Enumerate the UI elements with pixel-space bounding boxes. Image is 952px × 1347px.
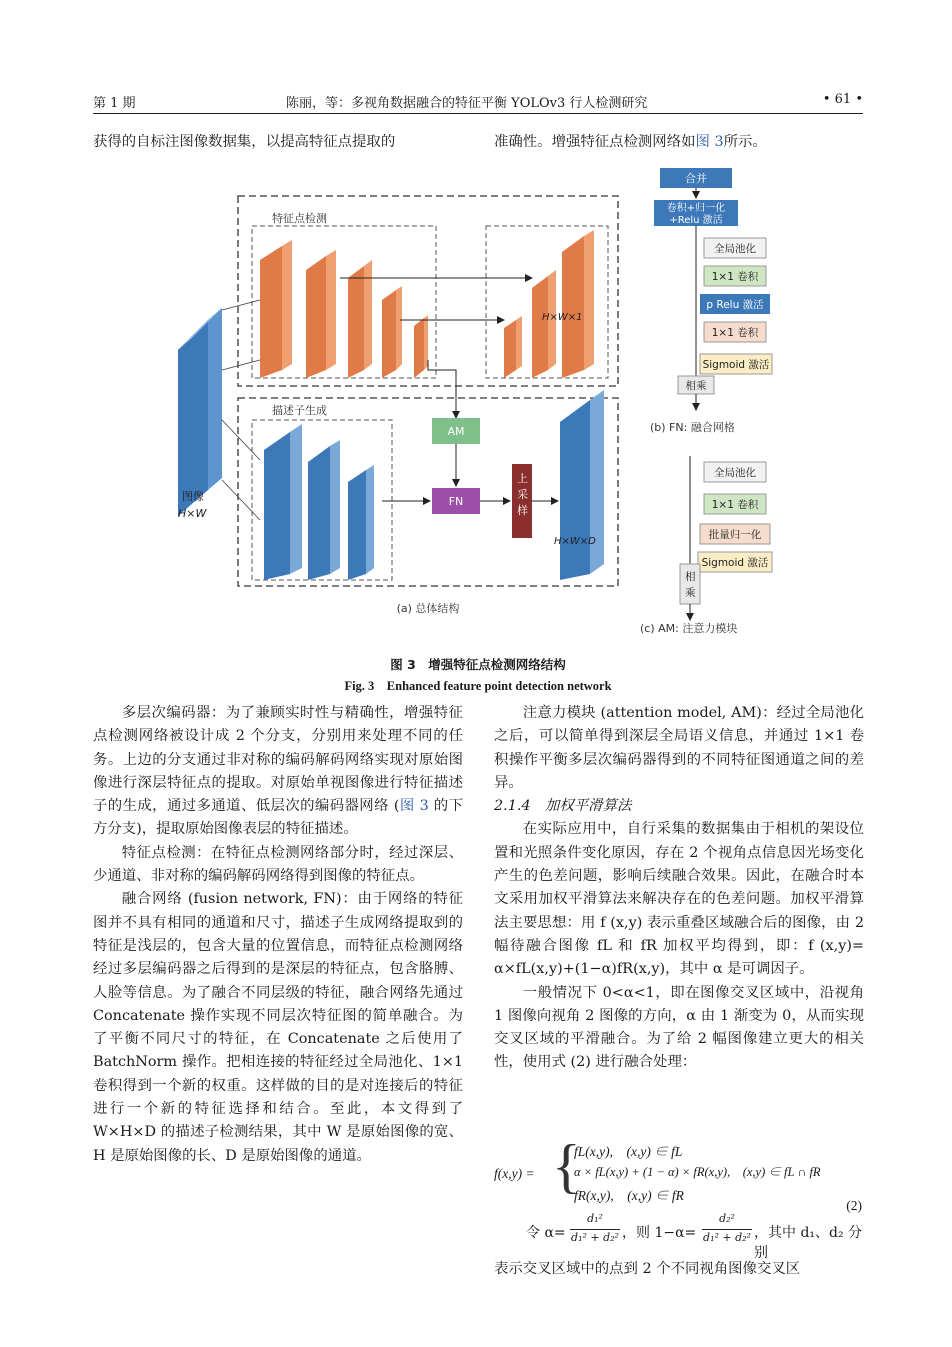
input-image-block — [178, 308, 222, 516]
left-column — [93, 702, 463, 1168]
am-label: AM — [447, 425, 465, 438]
svg-text:+Relu 激活: +Relu 激活 — [669, 215, 723, 226]
svg-text:p Relu 激活: p Relu 激活 — [706, 299, 764, 311]
caption-a: (a) 总体结构 — [396, 602, 460, 615]
figure-caption-cn: 图 3 增强特征点检测网络结构 — [390, 657, 566, 672]
decoder-blocks — [504, 230, 594, 378]
right-column — [494, 702, 864, 1075]
figure-link-2[interactable]: 图 3 — [399, 798, 429, 815]
right-p3: 一般情况下 0<α<1，即在图像交叉区域中，沿视角 1 图像向视角 2 图像的方向，α 由 1 渐变为 0，从而实现交叉区域的平滑融合。为了给 2 幅图像建立更大的相关性，使用式 (2) 进行融合处理： — [494, 984, 864, 1071]
page-number: • 61 • — [822, 92, 863, 107]
svg-text:全局池化: 全局池化 — [714, 467, 756, 479]
intro-right: 准确性。增强特征点检测网络如图 3所示。 — [494, 134, 767, 150]
am-panel — [640, 456, 772, 635]
svg-text:(c) AM: 注意力模块: (c) AM: 注意力模块 — [640, 622, 738, 635]
right-p1: 注意力模块 (attention model, AM)：经过全局池化之后，可以简单得到深层全局语义信息，并通过 1×1 卷积操作平衡多层次编码器得到的不同特征图通道之间的差异。 — [494, 705, 864, 791]
intro-left: 获得的自标注图像数据集，以提高特征点提取的 — [93, 134, 396, 150]
figure-3 — [160, 160, 800, 650]
svg-text:Sigmoid 激活: Sigmoid 激活 — [702, 359, 770, 371]
section-heading: 2.1.4 加权平滑算法 — [494, 798, 632, 815]
equation-2: f(x,y) = { fL(x,y), (x,y) ∈ fL α × fL(x,y) + (1 − α) × fR(x,y), (x,y) ∈ fL ∩ fR fR(x,y), (x,y) ∈ fR (2) — [494, 1133, 862, 1213]
left-p3: 融合网络 (fusion network, FN)：由于网络的特征图并不具有相同的通道和尺寸，描述子生成网络提取到的特征是浅层的，包含大量的位置信息，而特征点检测网络经过多层编码器之后得到的是深层的特征点，包含胳膊、人脸等信息。为了融合不同层级的特征，融合网络先通过 Concatenate 操作实现不同层次特征图的简单融合。为了平衡不同尺寸的特征，在 Concatenate 之后使用了 BatchNorm 操作。把相连接的特征经过全局池化、1×1 卷积得到一个新的权重。这样做的目的是对连接后的特征进行一个新的特征选择和结合。至此，本文得到了 W×H×D 的描述子检测结果，其中 W 是原始图像的宽、H 是原始图像的长、D 是原始图像的通道。 — [93, 891, 463, 1164]
equation-number: (2) — [846, 1198, 862, 1213]
desc-gen-label: 描述子生成 — [272, 404, 327, 417]
image-label: 图像 — [182, 490, 204, 503]
image-dims: H×W — [178, 507, 207, 520]
feature-detect-label: 特征点检测 — [272, 212, 327, 225]
descriptor-blocks — [264, 424, 374, 580]
alpha-definition: 令 α= d₁² d₁² + d₂² ，则 1−α= d₂² d₁² + d₂² ，其中 d₁、d₂ 分别 — [526, 1212, 863, 1261]
svg-text:批量归一化: 批量归一化 — [708, 529, 762, 541]
issue-number: 第 1 期 — [93, 96, 136, 111]
left-p2: 特征点检测：在特征点检测网络部分时，经过深层、少通道、非对称的编码解码网络得到图像的特征点。 — [93, 844, 463, 885]
svg-text:卷积+归一化: 卷积+归一化 — [666, 203, 726, 214]
running-header — [93, 88, 863, 114]
svg-text:(b) FN: 融合网格: (b) FN: 融合网格 — [650, 421, 735, 434]
svg-text:相乘: 相乘 — [685, 571, 696, 599]
svg-text:相乘: 相乘 — [685, 380, 707, 392]
fn-label: FN — [448, 495, 464, 508]
svg-text:Sigmoid 激活: Sigmoid 激活 — [701, 557, 769, 569]
encoder-blocks — [260, 240, 428, 378]
svg-text:全局池化: 全局池化 — [714, 243, 756, 255]
hw1-label: H×W×1 — [542, 312, 583, 323]
running-title: 陈丽，等：多视角数据融合的特征平衡 YOLOv3 行人检测研究 — [286, 96, 648, 111]
header-rule — [93, 113, 863, 114]
svg-text:合并: 合并 — [685, 172, 707, 185]
upsample-label: 上采样 — [517, 472, 528, 517]
right-p2: 在实际应用中，自行采集的数据集由于相机的架设位置和光照条件变化原因，存在 2 个视角点信息因光场变化产生的色差问题，影响后续融合效果。因此，在融合时本文采用加权平滑算法来解决存在的色差问题。加权平滑算法主要思想：用 f (x,y) 表示重叠区域融合后的图像，由 2 幅待融合图像 fL 和 fR 加权平均得到，即：f (x,y)= α×fL(x,y)+(1−α)fR(x,y)，其中 α 是可调因子。 — [494, 821, 864, 978]
figure-link[interactable]: 图 3 — [695, 134, 724, 150]
output-descriptor-block — [560, 390, 604, 580]
left-p1: 多层次编码器：为了兼顾实时性与精确性，增强特征点检测网络被设计成 2 个分支，分别用来处理不同的任务。上边的分支通过非对称的编码解码网络实现对原始图像进行深层特征点的提取。对原始单视图像进行特征描述子的生成，通过多通道、低层次的编码器网络 (图 3 的下方分支)，提取原始图像表层的特征描述。 — [93, 705, 463, 838]
svg-text:1×1 卷积: 1×1 卷积 — [711, 327, 759, 339]
figure-caption-en: Fig. 3 Enhanced feature point detection network — [344, 679, 612, 693]
hwd-label: H×W×D — [554, 536, 596, 547]
right-p5: 表示交叉区域中的点到 2 个不同视角图像交叉区 — [494, 1261, 801, 1277]
fn-panel — [650, 168, 772, 434]
svg-text:1×1 卷积: 1×1 卷积 — [711, 271, 759, 283]
svg-text:1×1 卷积: 1×1 卷积 — [711, 499, 759, 511]
